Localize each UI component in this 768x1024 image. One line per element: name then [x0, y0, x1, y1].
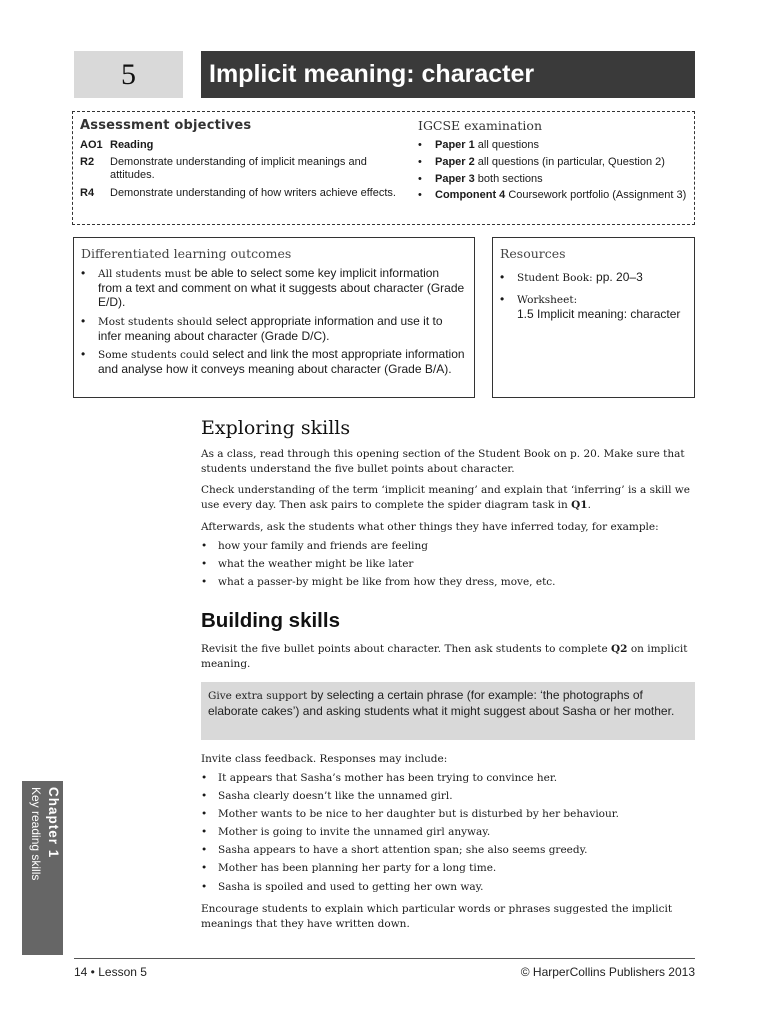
text-run: . [587, 499, 591, 511]
footer-copyright: © HarperCollins Publishers 2013 [520, 965, 695, 979]
question-ref: Q1 [571, 499, 588, 511]
chapter-title: Chapter 1 [46, 787, 61, 859]
resource-lead: Worksheet: [517, 294, 578, 306]
footer-divider [74, 958, 695, 959]
bullet: • [418, 156, 422, 168]
exploring-skills-heading: Exploring skills [201, 417, 351, 439]
outcome-text: be able to select some key implicit information from a text and comment on what it suggests about character (Grade E/D). [98, 266, 465, 309]
bullet: • [81, 314, 86, 328]
bullet: • [418, 139, 422, 151]
list-item-text: Mother has been planning her party for a long time. [218, 862, 497, 874]
learning-outcomes-box [73, 237, 475, 398]
ao-text: Reading [110, 139, 154, 151]
list-item-text: It appears that Sasha’s mother has been trying to convince her. [218, 772, 558, 784]
igcse-item-bold: Component 4 [435, 189, 506, 201]
text-run: Check understanding of the term ‘implicit meaning’ and explain that ‘inferring’ is a skill we use every day. Then ask pairs to complete the spider diagram task in [201, 484, 690, 511]
igcse-item-text: all questions [474, 139, 539, 151]
bullet: • [201, 540, 208, 552]
chapter-tab [22, 781, 63, 955]
extra-support-text [208, 688, 683, 719]
building-paragraph: Invite class feedback. Responses may include: [201, 753, 448, 765]
bullet: • [81, 347, 86, 361]
ao-code: R4 [80, 187, 95, 199]
outcome-text: select appropriate information and use it to infer meaning about character (Grade D/C). [98, 314, 443, 343]
bullet: • [201, 808, 208, 820]
building-skills-heading: Building skills [201, 609, 340, 632]
extra-support-box [201, 682, 695, 740]
support-lead: Give extra support [208, 690, 308, 702]
outcome-lead: Some students could [98, 349, 210, 361]
resources-heading: Resources [500, 246, 566, 261]
bullet: • [500, 270, 505, 284]
ao-text: Demonstrate understanding of how writers achieve effects. [110, 187, 396, 199]
igcse-item-bold: Paper 3 [435, 173, 475, 185]
chapter-subtitle: Key reading skills [29, 787, 43, 881]
text-run: on implicit meaning. [201, 643, 688, 670]
list-item-text: Mother wants to be nice to her daughter but is disturbed by her behaviour. [218, 808, 619, 820]
bullet: • [201, 558, 208, 570]
resources-box [492, 237, 695, 398]
list-item-text: Sasha appears to have a short attention span; she also seems greedy. [218, 844, 588, 856]
list-item-text: what a passer-by might be like from how they dress, move, etc. [218, 576, 556, 588]
bullet: • [201, 826, 208, 838]
text-run: Revisit the five bullet points about character. Then ask students to complete [201, 643, 612, 655]
title-bar [201, 51, 695, 98]
list-item-text: Mother is going to invite the unnamed girl anyway. [218, 826, 491, 838]
bullet: • [81, 266, 86, 280]
bullet: • [201, 881, 208, 893]
bullet: • [201, 844, 208, 856]
list-item-text: what the weather might be like later [218, 558, 414, 570]
bullet: • [201, 576, 208, 588]
resource-text: pp. 20–3 [592, 270, 643, 284]
bullet: • [201, 790, 208, 802]
resource-text: 1.5 Implicit meaning: character [517, 307, 681, 321]
lesson-number-box [74, 51, 183, 98]
support-rest: by selecting a certain phrase (for example: ‘the photographs of elaborate cakes’) and asking students what it might suggest about Sasha or her mother. [208, 688, 675, 718]
bullet: • [418, 173, 422, 185]
assessment-objectives-box [72, 111, 695, 225]
igcse-item-text: all questions (in particular, Question 2) [474, 156, 665, 168]
ao-text: Demonstrate understanding of implicit meanings and attitudes. [110, 156, 367, 181]
outcome-text: select and link the most appropriate information and analyse how it conveys meaning about character (Grade B/A). [98, 347, 465, 376]
lesson-number: 5 [121, 57, 136, 91]
bullet: • [418, 189, 422, 201]
ao-code: AO1 [80, 139, 103, 151]
footer-page-info: 14 • Lesson 5 [74, 965, 147, 979]
exploring-paragraph [201, 483, 695, 513]
question-ref: Q2 [611, 643, 628, 655]
igcse-item-bold: Paper 1 [435, 139, 475, 151]
building-paragraph: Encourage students to explain which particular words or phrases suggested the implicit meanings that they have written down. [201, 903, 673, 930]
bullet: • [201, 862, 208, 874]
exploring-paragraph: As a class, read through this opening section of the Student Book on p. 20. Make sure that students understand the five bullet points about character. [201, 448, 685, 475]
assessment-objectives-heading: Assessment objectives [80, 118, 252, 133]
igcse-item-bold: Paper 2 [435, 156, 475, 168]
ao-code: R2 [80, 156, 95, 168]
list-item-text: Sasha is spoiled and used to getting her own way. [218, 881, 484, 893]
outcome-lead: Most students should [98, 316, 213, 328]
igcse-heading: IGCSE examination [418, 118, 542, 133]
page-title: Implicit meaning: character [209, 60, 535, 88]
bullet: • [500, 292, 505, 306]
outcome-lead: All students must [98, 268, 191, 280]
list-item-text: how your family and friends are feeling [218, 540, 428, 552]
building-paragraph [201, 642, 695, 672]
exploring-paragraph: Afterwards, ask the students what other things they have inferred today, for example: [201, 521, 659, 533]
list-item-text: Sasha clearly doesn’t like the unnamed girl. [218, 790, 453, 802]
bullet: • [201, 772, 208, 784]
igcse-item-text: both sections [474, 173, 543, 185]
igcse-item-text: Coursework portfolio (Assignment 3) [505, 189, 687, 201]
resource-lead: Student Book: [517, 272, 593, 284]
learning-outcomes-heading: Differentiated learning outcomes [81, 246, 292, 261]
